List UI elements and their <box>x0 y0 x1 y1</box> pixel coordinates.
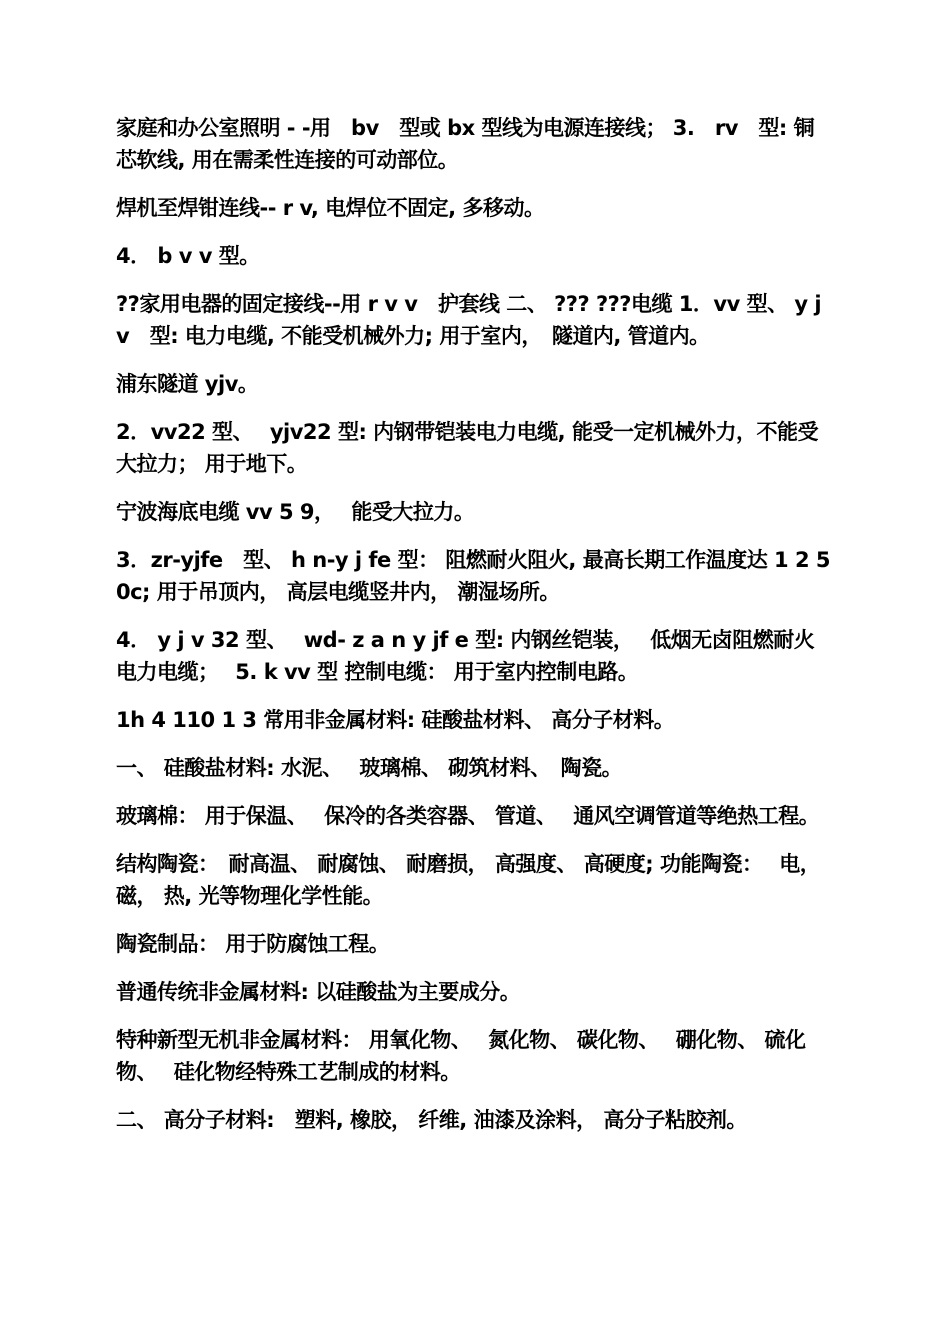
paragraph-8: 3．zr-yjfe 型、 h n-y j fe 型： 阻燃耐火阻火, 最高长期工作温度达 1 2 5 0c; 用于吊顶内， 高层电缆竖井内， 潮湿场所。 <box>116 548 830 604</box>
paragraph-11: 一、 硅酸盐材料: 水泥、 玻璃棉、 砌筑材料、 陶瓷。 <box>116 756 623 780</box>
paragraph-17: 二、 高分子材料: 塑料, 橡胶， 纤维, 油漆及涂料， 高分子粘胶剂。 <box>116 1108 747 1132</box>
paragraph-1: 家庭和办公室照明 - -用 bv 型或 bx 型线为电源连接线； 3. rv 型: 铜芯软线, 用在需柔性连接的可动部位。 <box>116 116 815 172</box>
paragraph-4: ??家用电器的固定接线--用 r v v 护套线 二、 ??? ???电缆 1．vv 型、 y j v 型: 电力电缆, 不能受机械外力; 用于室内， 隧道内, 管道内。 <box>116 292 822 348</box>
paragraph-13: 结构陶瓷： 耐高温、 耐腐蚀、 耐磨损， 高强度、 高硬度; 功能陶瓷： 电， 磁， 热, 光等物理化学性能。 <box>116 852 821 908</box>
paragraph-9: 4． y j v 32 型、 wd- z a n y jf e 型: 内钢丝铠装， 低烟无卤阻燃耐火电力电缆； 5. k vv 型 控制电缆： 用于室内控制电路。 <box>116 628 815 684</box>
paragraph-2: 焊机至焊钳连线-- r v, 电焊位不固定, 多移动。 <box>116 196 545 220</box>
paragraph-15: 普通传统非金属材料: 以硅酸盐为主要成分。 <box>116 980 521 1004</box>
paragraph-12: 玻璃棉： 用于保温、 保冷的各类容器、 管道、 通风空调管道等绝热工程。 <box>116 804 820 828</box>
document-body <box>116 112 832 1152</box>
paragraph-14: 陶瓷制品： 用于防腐蚀工程。 <box>116 932 390 956</box>
paragraph-16: 特种新型无机非金属材料： 用氧化物、 氮化物、 碳化物、 硼化物、 硫化物、 硅化物经特殊工艺制成的材料。 <box>116 1028 806 1084</box>
paragraph-7: 宁波海底电缆 vv 5 9， 能受大拉力。 <box>116 500 475 524</box>
paragraph-3: 4． b v v 型。 <box>116 244 260 268</box>
paragraph-6: 2．vv22 型、 yjv22 型: 内钢带铠装电力电缆, 能受一定机械外力，不能受大拉力； 用于地下。 <box>116 420 818 476</box>
paragraph-5: 浦东隧道 yjv。 <box>116 372 259 396</box>
paragraph-10: 1h 4 110 1 3 常用非金属材料: 硅酸盐材料、 高分子材料。 <box>116 708 675 732</box>
